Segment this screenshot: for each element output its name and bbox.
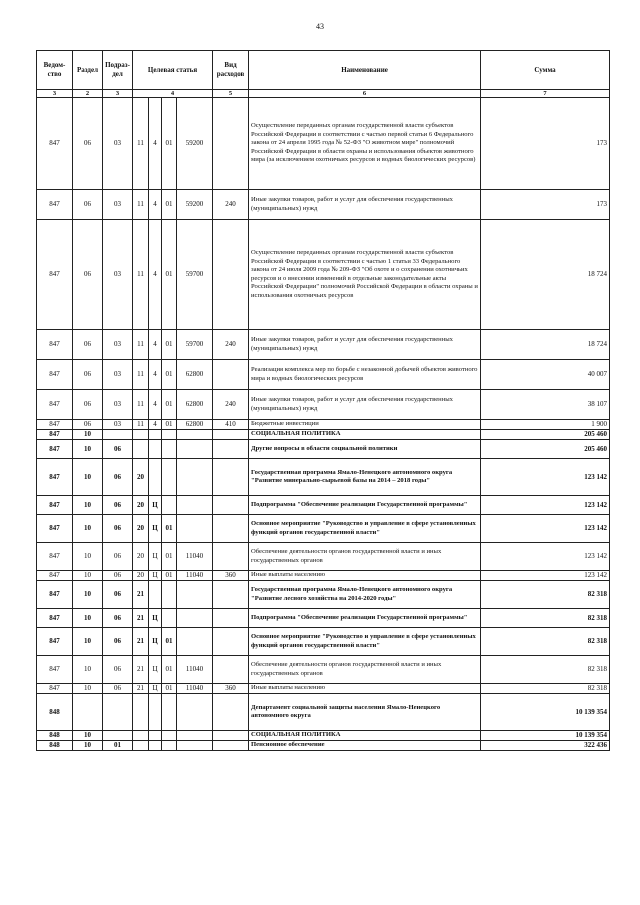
cell-vid: 240 xyxy=(213,390,249,420)
cell-vid xyxy=(213,430,249,440)
cell-podrazdel: 06 xyxy=(103,609,133,628)
cell-target-direction xyxy=(177,609,213,628)
cell-target-subprogram xyxy=(149,430,162,440)
cell-podrazdel: 06 xyxy=(103,543,133,571)
cell-target-event xyxy=(162,459,177,496)
cell-sum: 123 142 xyxy=(481,459,610,496)
cell-target-subprogram xyxy=(149,581,162,609)
cell-razdel: 10 xyxy=(73,581,103,609)
cell-ved: 847 xyxy=(37,420,73,430)
table-row xyxy=(37,694,610,731)
cell-target-event: 01 xyxy=(162,656,177,684)
cell-target-program: 21 xyxy=(133,628,149,656)
cell-target-event: 01 xyxy=(162,220,177,330)
cell-sum: 123 142 xyxy=(481,571,610,581)
cell-razdel: 10 xyxy=(73,628,103,656)
cell-target-event xyxy=(162,440,177,459)
cell-vid: 240 xyxy=(213,190,249,220)
cell-vid xyxy=(213,628,249,656)
cell-target-program: 21 xyxy=(133,656,149,684)
cell-name: Обеспечение деятельности органов государственной власти и иных государственных органов xyxy=(249,543,481,571)
cell-vid xyxy=(213,220,249,330)
table-row xyxy=(37,360,610,390)
cell-target-subprogram: 4 xyxy=(149,330,162,360)
cell-podrazdel: 06 xyxy=(103,581,133,609)
cell-podrazdel: 06 xyxy=(103,459,133,496)
cell-target-program: 11 xyxy=(133,220,149,330)
cell-target-event: 01 xyxy=(162,628,177,656)
table-header-row xyxy=(37,51,610,90)
cell-podrazdel: 03 xyxy=(103,330,133,360)
cell-target-direction xyxy=(177,731,213,741)
cell-podrazdel: 06 xyxy=(103,628,133,656)
cell-target-subprogram: 4 xyxy=(149,190,162,220)
table-row xyxy=(37,543,610,571)
cell-target-direction xyxy=(177,628,213,656)
cell-name: СОЦИАЛЬНАЯ ПОЛИТИКА xyxy=(249,731,481,741)
cell-name: Основное мероприятие "Руководство и управление в сфере установленных функций органов государственной власти" xyxy=(249,515,481,543)
cell-target-direction: 11040 xyxy=(177,543,213,571)
table-row xyxy=(37,330,610,360)
cell-ved: 847 xyxy=(37,656,73,684)
cell-ved: 847 xyxy=(37,543,73,571)
cell-name: Подпрограмма "Обеспечение реализации Государственной программы" xyxy=(249,609,481,628)
cell-name: Иные закупки товаров, работ и услуг для обеспечения государственных (муниципальных) нужд xyxy=(249,190,481,220)
cell-vid xyxy=(213,741,249,751)
cell-target-direction: 59700 xyxy=(177,220,213,330)
cell-target-direction xyxy=(177,496,213,515)
cell-name: Осуществление переданных органам государственной власти субъектов Российской Федерации в соответствии с частью 1 статьи 33 Федерального закона от 24 июля 2009 года № 209-ФЗ "Об охоте и о сохранении охотничьих ресурсов и о внесении изменений в отдельные законодательные акты Российской Федерации" полномочий Российской Федерации в области охраны и использования охотничьих ресурсов xyxy=(249,220,481,330)
cell-target-subprogram: 4 xyxy=(149,390,162,420)
cell-sum: 40 007 xyxy=(481,360,610,390)
cell-ved: 847 xyxy=(37,220,73,330)
cell-name: Основное мероприятие "Руководство и управление в сфере установленных функций органов государственной власти" xyxy=(249,628,481,656)
cell-target-event: 01 xyxy=(162,684,177,694)
cell-target-direction: 59200 xyxy=(177,98,213,190)
cell-podrazdel: 06 xyxy=(103,515,133,543)
cell-podrazdel: 03 xyxy=(103,220,133,330)
cell-ved: 847 xyxy=(37,459,73,496)
cell-razdel: 10 xyxy=(73,543,103,571)
cell-name: Обеспечение деятельности органов государственной власти и иных государственных органов xyxy=(249,656,481,684)
cell-target-direction: 11040 xyxy=(177,684,213,694)
cell-razdel: 10 xyxy=(73,440,103,459)
cell-name: Государственная программа Ямало-Ненецкого автономного округа "Развитие лесного хозяйства на 2014-2020 годы" xyxy=(249,581,481,609)
cell-sum: 173 xyxy=(481,190,610,220)
cell-target-event xyxy=(162,496,177,515)
cell-target-event: 01 xyxy=(162,190,177,220)
cell-target-event: 01 xyxy=(162,98,177,190)
table-row xyxy=(37,741,610,751)
cell-target-program: 20 xyxy=(133,459,149,496)
cell-podrazdel: 06 xyxy=(103,496,133,515)
cell-name: Департамент социальной защиты населения Ямало-Ненецкого автономного округа xyxy=(249,694,481,731)
cell-target-program: 20 xyxy=(133,543,149,571)
cell-razdel: 06 xyxy=(73,420,103,430)
table-row xyxy=(37,581,610,609)
cell-ved: 847 xyxy=(37,581,73,609)
cell-ved: 847 xyxy=(37,571,73,581)
cell-name: Осуществление переданных органам государственной власти субъектов Российской Федерации в соответствии с частью первой статьи 6 Федерального закона от 24 апреля 1995 года № 52-ФЗ "О животном мире" полномочий Российской Федерации в области охраны и использования объектов животного мира (за исключением охотничьих ресурсов и водных биологических ресурсов) xyxy=(249,98,481,190)
header-number: 7 xyxy=(481,90,610,98)
cell-name: Иные выплаты населению xyxy=(249,571,481,581)
cell-podrazdel: 03 xyxy=(103,390,133,420)
header-number: 5 xyxy=(213,90,249,98)
cell-target-direction: 62800 xyxy=(177,360,213,390)
cell-vid: 240 xyxy=(213,330,249,360)
cell-target-program: 11 xyxy=(133,360,149,390)
cell-podrazdel xyxy=(103,694,133,731)
cell-razdel: 10 xyxy=(73,496,103,515)
cell-target-event: 01 xyxy=(162,515,177,543)
cell-sum: 123 142 xyxy=(481,543,610,571)
cell-ved: 848 xyxy=(37,741,73,751)
table-row xyxy=(37,571,610,581)
cell-target-program xyxy=(133,430,149,440)
cell-name: Государственная программа Ямало-Ненецкого автономного округа "Развитие минерально-сырьевой базы на 2014 – 2018 годы" xyxy=(249,459,481,496)
table-row xyxy=(37,430,610,440)
cell-podrazdel: 03 xyxy=(103,420,133,430)
cell-ved: 847 xyxy=(37,390,73,420)
cell-sum: 82 318 xyxy=(481,628,610,656)
cell-target-subprogram: Ц xyxy=(149,496,162,515)
cell-target-event: 01 xyxy=(162,571,177,581)
cell-sum: 82 318 xyxy=(481,656,610,684)
cell-vid: 360 xyxy=(213,684,249,694)
cell-razdel: 06 xyxy=(73,390,103,420)
header-number: 2 xyxy=(73,90,103,98)
cell-razdel: 06 xyxy=(73,330,103,360)
cell-vid xyxy=(213,496,249,515)
cell-target-program: 20 xyxy=(133,496,149,515)
header-number: 3 xyxy=(37,90,73,98)
cell-target-program: 21 xyxy=(133,684,149,694)
cell-ved: 847 xyxy=(37,330,73,360)
cell-target-subprogram: Ц xyxy=(149,543,162,571)
cell-target-direction xyxy=(177,515,213,543)
cell-razdel: 10 xyxy=(73,430,103,440)
cell-razdel xyxy=(73,694,103,731)
cell-vid xyxy=(213,98,249,190)
cell-sum: 205 460 xyxy=(481,430,610,440)
cell-razdel: 06 xyxy=(73,190,103,220)
cell-vid xyxy=(213,360,249,390)
table-row xyxy=(37,440,610,459)
cell-vid xyxy=(213,656,249,684)
cell-target-direction xyxy=(177,581,213,609)
cell-ved: 847 xyxy=(37,190,73,220)
cell-podrazdel xyxy=(103,731,133,741)
table-row xyxy=(37,628,610,656)
cell-razdel: 10 xyxy=(73,515,103,543)
cell-sum: 1 900 xyxy=(481,420,610,430)
cell-target-program: 20 xyxy=(133,515,149,543)
cell-target-direction: 62800 xyxy=(177,390,213,420)
cell-vid xyxy=(213,459,249,496)
table-body xyxy=(37,98,610,751)
header-target: Целевая статья xyxy=(133,51,213,90)
cell-target-event: 01 xyxy=(162,543,177,571)
cell-vid xyxy=(213,543,249,571)
cell-ved: 847 xyxy=(37,515,73,543)
cell-target-direction xyxy=(177,430,213,440)
cell-razdel: 10 xyxy=(73,656,103,684)
cell-name: Реализация комплекса мер по борьбе с незаконной добычей объектов животного мира и водных биологических ресурсов xyxy=(249,360,481,390)
cell-target-program: 11 xyxy=(133,98,149,190)
header-number: 3 xyxy=(103,90,133,98)
cell-target-program: 11 xyxy=(133,420,149,430)
cell-target-event: 01 xyxy=(162,390,177,420)
cell-target-program: 20 xyxy=(133,571,149,581)
table-row xyxy=(37,731,610,741)
cell-ved: 847 xyxy=(37,440,73,459)
header-podrazdel: Подраз-дел xyxy=(103,51,133,90)
cell-target-program: 11 xyxy=(133,330,149,360)
cell-razdel: 06 xyxy=(73,220,103,330)
cell-target-direction: 11040 xyxy=(177,656,213,684)
cell-sum: 18 724 xyxy=(481,220,610,330)
cell-target-subprogram: Ц xyxy=(149,609,162,628)
table-row xyxy=(37,609,610,628)
cell-podrazdel: 03 xyxy=(103,360,133,390)
table-row xyxy=(37,190,610,220)
cell-razdel: 10 xyxy=(73,684,103,694)
cell-target-event xyxy=(162,430,177,440)
cell-target-program: 11 xyxy=(133,390,149,420)
cell-target-subprogram: Ц xyxy=(149,628,162,656)
cell-ved: 847 xyxy=(37,628,73,656)
cell-target-program xyxy=(133,694,149,731)
cell-target-subprogram xyxy=(149,440,162,459)
cell-vid: 360 xyxy=(213,571,249,581)
cell-target-subprogram: 4 xyxy=(149,220,162,330)
cell-vid: 410 xyxy=(213,420,249,430)
cell-vid xyxy=(213,581,249,609)
cell-target-program xyxy=(133,741,149,751)
cell-target-direction xyxy=(177,459,213,496)
table-row xyxy=(37,496,610,515)
table-row xyxy=(37,98,610,190)
cell-podrazdel: 06 xyxy=(103,571,133,581)
cell-target-direction: 62800 xyxy=(177,420,213,430)
cell-target-subprogram: Ц xyxy=(149,515,162,543)
table-row xyxy=(37,220,610,330)
cell-sum: 10 139 354 xyxy=(481,694,610,731)
cell-sum: 322 436 xyxy=(481,741,610,751)
cell-podrazdel xyxy=(103,430,133,440)
cell-sum: 82 318 xyxy=(481,581,610,609)
cell-podrazdel: 03 xyxy=(103,98,133,190)
table-row xyxy=(37,420,610,430)
cell-sum: 123 142 xyxy=(481,515,610,543)
cell-target-subprogram xyxy=(149,459,162,496)
cell-ved: 848 xyxy=(37,731,73,741)
cell-target-direction: 59700 xyxy=(177,330,213,360)
cell-vid xyxy=(213,694,249,731)
table-header-numbers-row xyxy=(37,90,610,98)
cell-target-direction xyxy=(177,741,213,751)
cell-name: Иные выплаты населению xyxy=(249,684,481,694)
cell-target-direction xyxy=(177,440,213,459)
cell-target-event xyxy=(162,731,177,741)
cell-razdel: 06 xyxy=(73,360,103,390)
cell-name: Иные закупки товаров, работ и услуг для обеспечения государственных (муниципальных) нужд xyxy=(249,390,481,420)
cell-target-event: 01 xyxy=(162,330,177,360)
cell-target-program xyxy=(133,440,149,459)
cell-vid xyxy=(213,440,249,459)
cell-target-subprogram xyxy=(149,741,162,751)
header-ved: Ведом-ство xyxy=(37,51,73,90)
cell-target-event: 01 xyxy=(162,420,177,430)
cell-ved: 847 xyxy=(37,98,73,190)
cell-ved: 848 xyxy=(37,694,73,731)
cell-name: Бюджетные инвестиции xyxy=(249,420,481,430)
table-row xyxy=(37,390,610,420)
cell-target-subprogram: 4 xyxy=(149,360,162,390)
cell-sum: 173 xyxy=(481,98,610,190)
cell-target-subprogram: 4 xyxy=(149,420,162,430)
cell-target-direction xyxy=(177,694,213,731)
budget-table xyxy=(36,50,610,751)
page-number: 43 xyxy=(316,22,324,31)
cell-sum: 123 142 xyxy=(481,496,610,515)
cell-target-program: 21 xyxy=(133,581,149,609)
cell-name: Пенсионное обеспечение xyxy=(249,741,481,751)
table-row xyxy=(37,656,610,684)
header-name: Наименование xyxy=(249,51,481,90)
cell-razdel: 06 xyxy=(73,98,103,190)
cell-ved: 847 xyxy=(37,430,73,440)
cell-target-program: 21 xyxy=(133,609,149,628)
cell-target-event xyxy=(162,581,177,609)
cell-ved: 847 xyxy=(37,684,73,694)
cell-vid xyxy=(213,515,249,543)
cell-podrazdel: 01 xyxy=(103,741,133,751)
cell-razdel: 10 xyxy=(73,571,103,581)
cell-name: СОЦИАЛЬНАЯ ПОЛИТИКА xyxy=(249,430,481,440)
cell-name: Другие вопросы в области социальной политики xyxy=(249,440,481,459)
cell-sum: 38 107 xyxy=(481,390,610,420)
cell-sum: 205 460 xyxy=(481,440,610,459)
cell-target-subprogram: Ц xyxy=(149,656,162,684)
header-number: 6 xyxy=(249,90,481,98)
header-sum: Сумма xyxy=(481,51,610,90)
cell-target-subprogram: Ц xyxy=(149,684,162,694)
cell-ved: 847 xyxy=(37,609,73,628)
cell-sum: 82 318 xyxy=(481,684,610,694)
cell-target-event: 01 xyxy=(162,360,177,390)
cell-target-event xyxy=(162,609,177,628)
cell-vid xyxy=(213,609,249,628)
cell-razdel: 10 xyxy=(73,609,103,628)
cell-sum: 10 139 354 xyxy=(481,731,610,741)
cell-target-direction: 11040 xyxy=(177,571,213,581)
cell-target-subprogram: 4 xyxy=(149,98,162,190)
cell-razdel: 10 xyxy=(73,731,103,741)
cell-ved: 847 xyxy=(37,496,73,515)
cell-target-direction: 59200 xyxy=(177,190,213,220)
cell-vid xyxy=(213,731,249,741)
header-razdel: Раздел xyxy=(73,51,103,90)
cell-target-subprogram xyxy=(149,731,162,741)
table-row xyxy=(37,515,610,543)
cell-podrazdel: 06 xyxy=(103,656,133,684)
cell-razdel: 10 xyxy=(73,459,103,496)
cell-sum: 18 724 xyxy=(481,330,610,360)
table-row xyxy=(37,459,610,496)
cell-razdel: 10 xyxy=(73,741,103,751)
cell-target-program xyxy=(133,731,149,741)
cell-podrazdel: 03 xyxy=(103,190,133,220)
cell-target-event xyxy=(162,741,177,751)
cell-target-subprogram xyxy=(149,694,162,731)
cell-podrazdel: 06 xyxy=(103,440,133,459)
cell-target-event xyxy=(162,694,177,731)
cell-target-subprogram: Ц xyxy=(149,571,162,581)
header-vid: Вид расходов xyxy=(213,51,249,90)
cell-sum: 82 318 xyxy=(481,609,610,628)
cell-name: Подпрограмма "Обеспечение реализации Государственной программы" xyxy=(249,496,481,515)
header-number: 4 xyxy=(133,90,213,98)
cell-name: Иные закупки товаров, работ и услуг для обеспечения государственных (муниципальных) нужд xyxy=(249,330,481,360)
cell-ved: 847 xyxy=(37,360,73,390)
cell-target-program: 11 xyxy=(133,190,149,220)
table-row xyxy=(37,684,610,694)
cell-podrazdel: 06 xyxy=(103,684,133,694)
